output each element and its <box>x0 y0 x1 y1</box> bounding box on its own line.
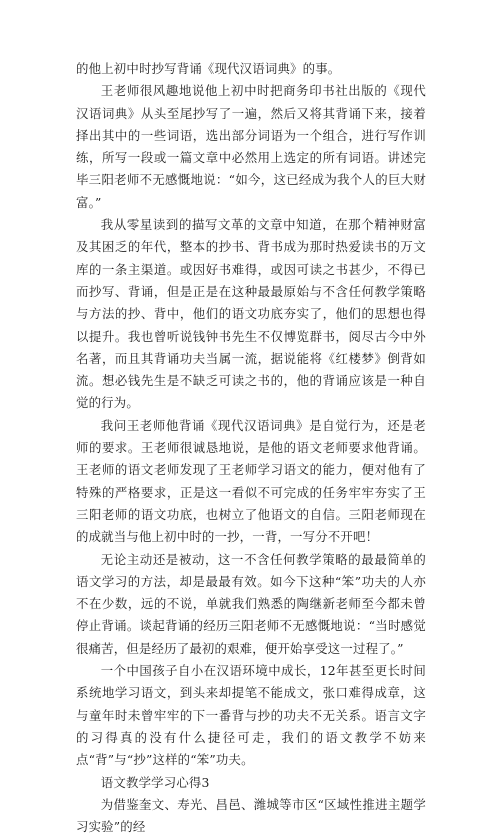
paragraph: 我从零星读到的描写文革的文章中知道，在那个精神财富及其困乏的年代，整本的抄书、背书成为那时热爱读书的万文库的一条主渠道。或因好书难得，或因可读之书甚少，不得已而抄写、背诵，但是正是在这种最最原始与不含任何教学策略与方法的抄、背中，他们的语文功底夯实了，他们的思想也得以提升。我也曾听说钱钟书先生不仅博览群书，阅尽古今中外名著，而且其背诵功夫当属一流，据说能将《红楼梦》倒背如流。想必钱先生是不缺乏可读之书的，他的背诵应该是一种自觉的行为。 <box>76 217 426 411</box>
paragraph: 无论主动还是被动，这一不含任何教学策略的最最简单的语文学习的方法，却是最最有效。如今下这种“笨”功夫的人亦不在少数，远的不说，单就我们熟悉的陶继新老师至今都未曾停止背诵。谈起背诵的经历三阳老师不无感慨地说：“当时感觉很痛苦，但是经历了最初的艰难，便开始享受这一过程了。” <box>76 551 426 656</box>
paragraph: 的他上初中时抄写背诵《现代汉语词典》的事。 <box>76 61 341 76</box>
paragraph: 我问王老师他背诵《现代汉语词典》是自觉行为，还是老师的要求。王老师很诚恳地说，是他的语文老师要求他背诵。王老师的语文老师发现了王老师学习语文的能力，便对他有了特殊的严格要求，正是这一看似不可完成的任务牢牢夯实了王三阳老师的语文功底，也树立了他语文的自信。三阳老师现在的成就当与他上初中时的一抄，一背，一写分不开吧！ <box>76 417 426 545</box>
paragraph: 为借鉴奎文、寿光、昌邑、潍城等市区“区域性推进主题学习实验”的经 <box>76 796 426 835</box>
paragraph: 王老师很风趣地说他上初中时把商务印书社出版的《现代汉语词典》从头至尾抄写了一遍，然后又将其背诵下来，接着择出其中的一些词语，选出部分词语为一个组合，进行写作训练，所写一段或一篇文章中必然用上选定的所有词语。讲述完毕三阳老师不无感慨地说：“如今，这已经成为我个人的巨大财富。” <box>76 83 426 210</box>
paragraph: 一个中国孩子自小在汉语环境中成长，12年甚至更长时间系统地学习语文，到头来却提笔不能成文，张口难得成章，这与童年时未曾牢牢的下一番背与抄的功夫不无关系。语言文字的习得真的没有什么捷径可走，我们的语文教学不妨来点“背”与“抄”这样的“笨”功夫。 <box>76 663 426 768</box>
section-heading: 语文教学学习心得3 <box>100 774 210 790</box>
document-page <box>76 58 426 838</box>
